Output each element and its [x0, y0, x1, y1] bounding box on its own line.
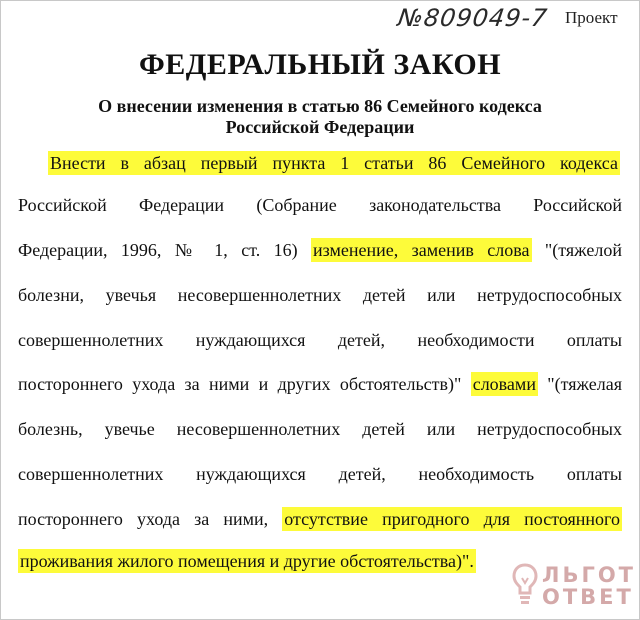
body-line [48, 150, 620, 176]
body-line [18, 237, 622, 263]
law-subtitle [0, 96, 640, 138]
body-text-segment: постороннего ухода за ними, [18, 509, 283, 529]
highlighted-text: изменение, заменив слова [313, 240, 530, 260]
highlighted-text: отсутствие пригодного для постоянного [284, 509, 620, 529]
lightbulb-icon [512, 562, 538, 606]
law-subtitle-line-1: О внесении изменения в статью 86 Семейного кодекса [98, 96, 542, 116]
body-text-segment: Российской Федерации (Собрание законодательства Российской [18, 195, 622, 215]
project-label: Проект [565, 8, 618, 27]
watermark-line-2: ОТВЕТ [542, 585, 634, 609]
law-subtitle-line-2: Российской Федерации [225, 117, 415, 137]
body-text-segment: "(тяжелой [531, 240, 622, 260]
body-line [18, 416, 622, 442]
body-text-segment: совершеннолетних нуждающихся детей, необходимости оплаты [18, 330, 622, 350]
body-line [18, 371, 622, 397]
highlighted-text: Внести в абзац первый пункта 1 статьи 86 Семейного кодекса [50, 153, 618, 173]
body-line [18, 282, 622, 308]
watermark-logo [512, 560, 637, 612]
body-text-segment: Федерации, 1996, № 1, ст. 16) [18, 240, 311, 260]
handwritten-registration-number: №809049-7 [396, 4, 550, 32]
body-line [18, 461, 622, 487]
body-line [18, 192, 622, 218]
body-text-segment: постороннего ухода за ними и других обстоятельств)" [18, 374, 471, 394]
highlighted-text: проживания жилого помещения и другие обстоятельства)". [20, 551, 474, 571]
body-text-segment: болезнь, увечье несовершеннолетних детей или нетрудоспособных [18, 419, 622, 439]
body-line [18, 327, 622, 353]
body-text-segment: "(тяжелая [537, 374, 622, 394]
body-text-segment: совершеннолетних нуждающихся детей, необходимость оплаты [18, 464, 622, 484]
highlighted-text: словами [472, 374, 536, 394]
body-line [18, 506, 622, 532]
law-title: ФЕДЕРАЛЬНЫЙ ЗАКОН [138, 48, 502, 81]
body-text-segment: болезни, увечья несовершеннолетних детей или нетрудоспособных [18, 285, 622, 305]
watermark-line-1: ЛЬГОТ [542, 563, 637, 587]
